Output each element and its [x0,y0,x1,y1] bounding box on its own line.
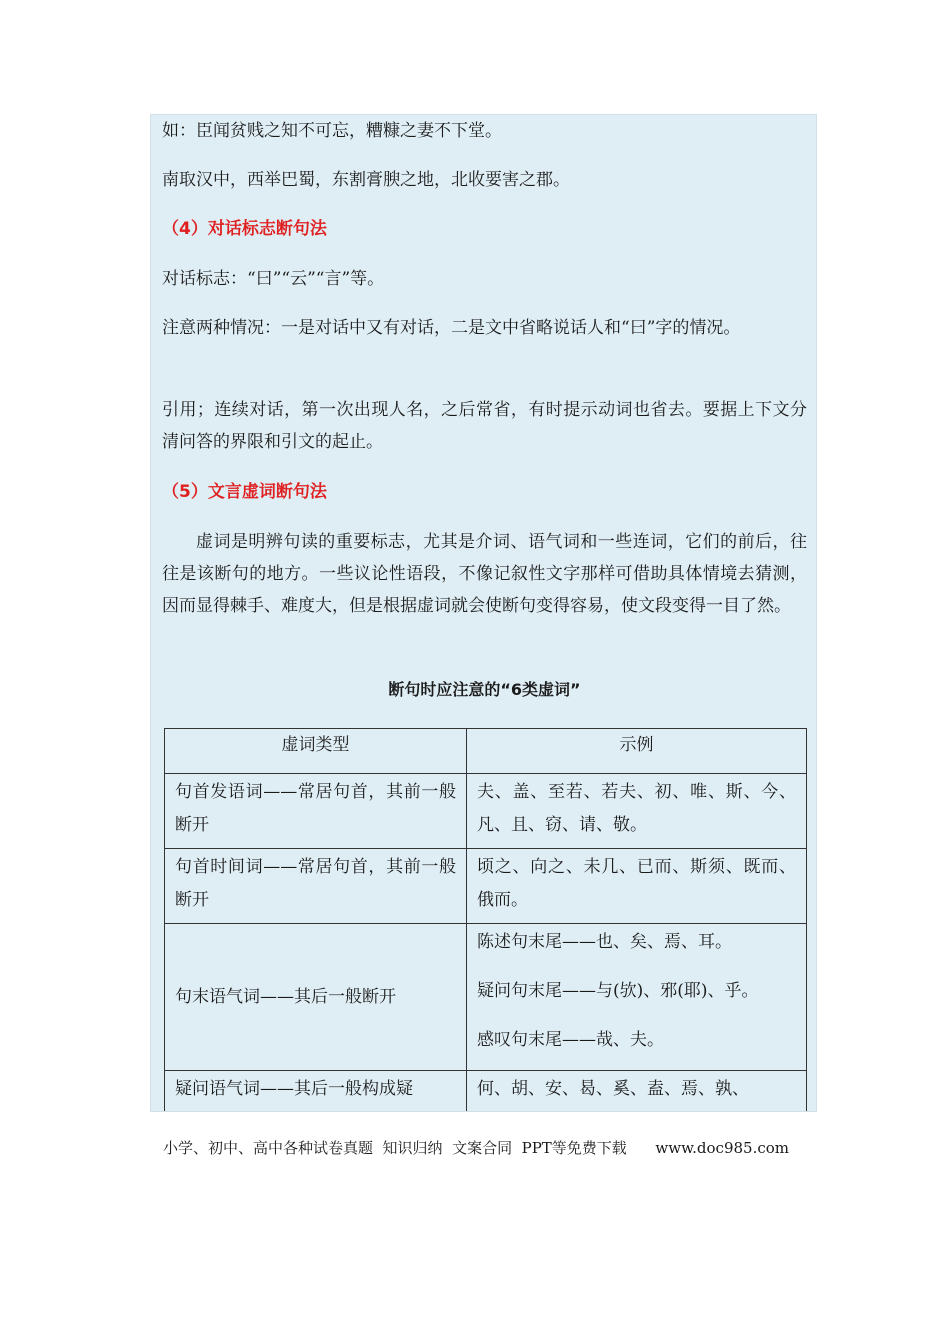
example-interrogative: 疑问句末尾——与(欤)、邪(耶)、乎。 [477,981,759,1001]
page-footer: 小学、初中、高中各种试卷真题 知识归纳 文案合同 PPT等免费下载 www.doc985.com [163,1139,790,1157]
content-panel [150,114,817,1112]
quotation-text: 引用；连续对话，第一次出现人名，之后常省，有时提示动词也省去。要据上下文分清问答的界限和引文的起止。 [162,400,807,452]
type-cell: 句首时间词——常居句首，其前一般断开 [165,849,467,924]
example-cell: 何、胡、安、曷、奚、盍、焉、孰、 [467,1071,807,1113]
example-sentence-1: 如：臣闻贫贱之知不可忘，糟糠之妻不下堂。 [162,121,502,141]
example-cell: 顷之、向之、未几、已而、斯须、既而、俄而。 [467,849,807,924]
example-exclamatory: 感叹句末尾——哉、夫。 [477,1030,664,1050]
table-row [165,849,807,924]
function-words-paragraph: 虚词是明辨句读的重要标志，尤其是介词、语气词和一些连词，它们的前后，往往是该断句的地方。一些议论性语段，不像记叙性文字那样可借助具体情境去猜测，因而显得棘手、难度大，但是根据虚词就会使断句变得容易，使文段变得一目了然。 [162,532,807,616]
table-row [165,774,807,849]
function-words-table [164,728,807,1112]
table-row [165,924,807,1071]
header-cell-example: 示例 [467,729,807,774]
type-cell: 句末语气词——其后一般断开 [165,924,467,1071]
section-heading-5: （5）文言虚词断句法 [162,482,327,502]
type-cell: 疑问语气词——其后一般构成疑 [165,1071,467,1113]
header-cell-type: 虚词类型 [165,729,467,774]
table-row [165,1071,807,1113]
dialogue-markers-text: 对话标志：“曰”“云”“言”等。 [162,269,385,289]
example-sentence-2: 南取汉中，西举巴蜀，东割膏腴之地，北收要害之郡。 [162,170,570,190]
example-declarative: 陈述句末尾——也、矣、焉、耳。 [477,932,732,952]
table-header-row [165,729,807,774]
type-cell: 句首发语词——常居句首，其前一般断开 [165,774,467,849]
example-cell: 夫、盖、至若、若夫、初、唯、斯、今、凡、且、窃、请、敬。 [467,774,807,849]
table-caption: 断句时应注意的“6类虚词” [388,680,581,699]
two-cases-text: 注意两种情况：一是对话中又有对话，二是文中省略说话人和“曰”字的情况。 [162,318,741,338]
section-heading-4: （4）对话标志断句法 [162,219,327,239]
example-cell [467,924,807,1071]
